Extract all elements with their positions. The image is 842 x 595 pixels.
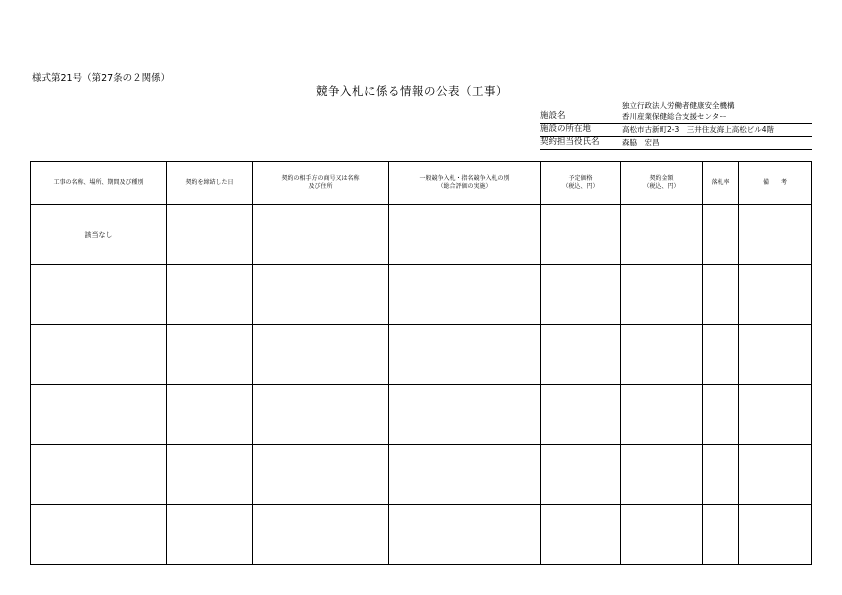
- table-cell: [541, 205, 621, 265]
- table-cell: [621, 445, 703, 505]
- table-cell: [31, 325, 167, 385]
- table-cell: [621, 325, 703, 385]
- facility-name-row: [540, 110, 812, 124]
- table-cell: [621, 385, 703, 445]
- table-cell: [389, 265, 541, 325]
- table-cell: [541, 385, 621, 445]
- table-cell: [253, 385, 389, 445]
- table-cell: [253, 505, 389, 565]
- contract-officer-label: 契約担当役氏名: [540, 137, 600, 147]
- corporation-name: 独立行政法人労働者健康安全機構: [622, 101, 735, 110]
- contract-officer-value: 森脇 宏昌: [622, 138, 660, 147]
- table-cell: [703, 205, 739, 265]
- column-header-contract-date: 契約を締結した日: [167, 162, 253, 205]
- records-table: [30, 161, 812, 565]
- table-row: [31, 205, 812, 265]
- table-cell: [31, 445, 167, 505]
- table-cell: [167, 385, 253, 445]
- table-cell: [739, 505, 812, 565]
- facility-address-label: 施設の所在地: [540, 124, 592, 134]
- table-row: [31, 265, 812, 325]
- table-cell: [31, 265, 167, 325]
- table-cell: [253, 445, 389, 505]
- column-header-contract-amount: 契約金額 （税込、円）: [621, 162, 703, 205]
- table-cell: [703, 505, 739, 565]
- table-cell: [541, 325, 621, 385]
- table-cell: [541, 265, 621, 325]
- table-cell: [541, 505, 621, 565]
- table-cell: [389, 445, 541, 505]
- table-cell: [621, 265, 703, 325]
- table-cell: [167, 505, 253, 565]
- table-cell: [167, 265, 253, 325]
- table-cell: [167, 325, 253, 385]
- table-cell: [167, 445, 253, 505]
- table-row: [31, 325, 812, 385]
- facility-name-value: 香川産業保健総合支援センター: [622, 112, 727, 121]
- column-header-work-name: 工事の名称、場所、期間及び種別: [31, 162, 167, 205]
- table-cell: [541, 445, 621, 505]
- table-cell: [703, 445, 739, 505]
- table-cell: [253, 265, 389, 325]
- table-cell: [703, 265, 739, 325]
- table-cell: [621, 505, 703, 565]
- table-cell: [703, 325, 739, 385]
- table-cell: [389, 385, 541, 445]
- table-row: [31, 505, 812, 565]
- column-header-remarks: 備 考: [739, 162, 812, 205]
- table-cell: [31, 505, 167, 565]
- column-header-award-rate: 落札率: [703, 162, 739, 205]
- table-cell: [389, 325, 541, 385]
- table-header-row: [31, 162, 812, 205]
- column-header-estimated-price: 予定価格 （税込、円）: [541, 162, 621, 205]
- facility-address-value: 高松市古新町2-3 三井住友海上高松ビル4階: [622, 125, 775, 134]
- table-cell: [31, 385, 167, 445]
- table-cell: [739, 325, 812, 385]
- table-cell: [621, 205, 703, 265]
- facility-address-row: [540, 123, 812, 137]
- table-cell: [703, 385, 739, 445]
- table-row: [31, 385, 812, 445]
- column-header-contractor: 契約の相手方の商号又は名称 及び住所: [253, 162, 389, 205]
- column-header-bid-type: 一般競争入札・指名競争入札の別 （総合評価の実施）: [389, 162, 541, 205]
- table-cell: [739, 205, 812, 265]
- table-cell: [739, 385, 812, 445]
- table-cell: 該当なし: [31, 205, 167, 265]
- table-cell: [389, 505, 541, 565]
- facility-name-label: 施設名: [540, 111, 566, 121]
- page-title: 競争入札に係る情報の公表（工事）: [316, 84, 508, 98]
- table-cell: [253, 205, 389, 265]
- form-number: 様式第21号（第27条の２関係）: [32, 73, 171, 84]
- table-cell: [167, 205, 253, 265]
- table-cell: [253, 325, 389, 385]
- table-row: [31, 445, 812, 505]
- table-cell: [739, 445, 812, 505]
- contract-officer-row: [540, 136, 812, 150]
- table-cell: [739, 265, 812, 325]
- table-cell: [389, 205, 541, 265]
